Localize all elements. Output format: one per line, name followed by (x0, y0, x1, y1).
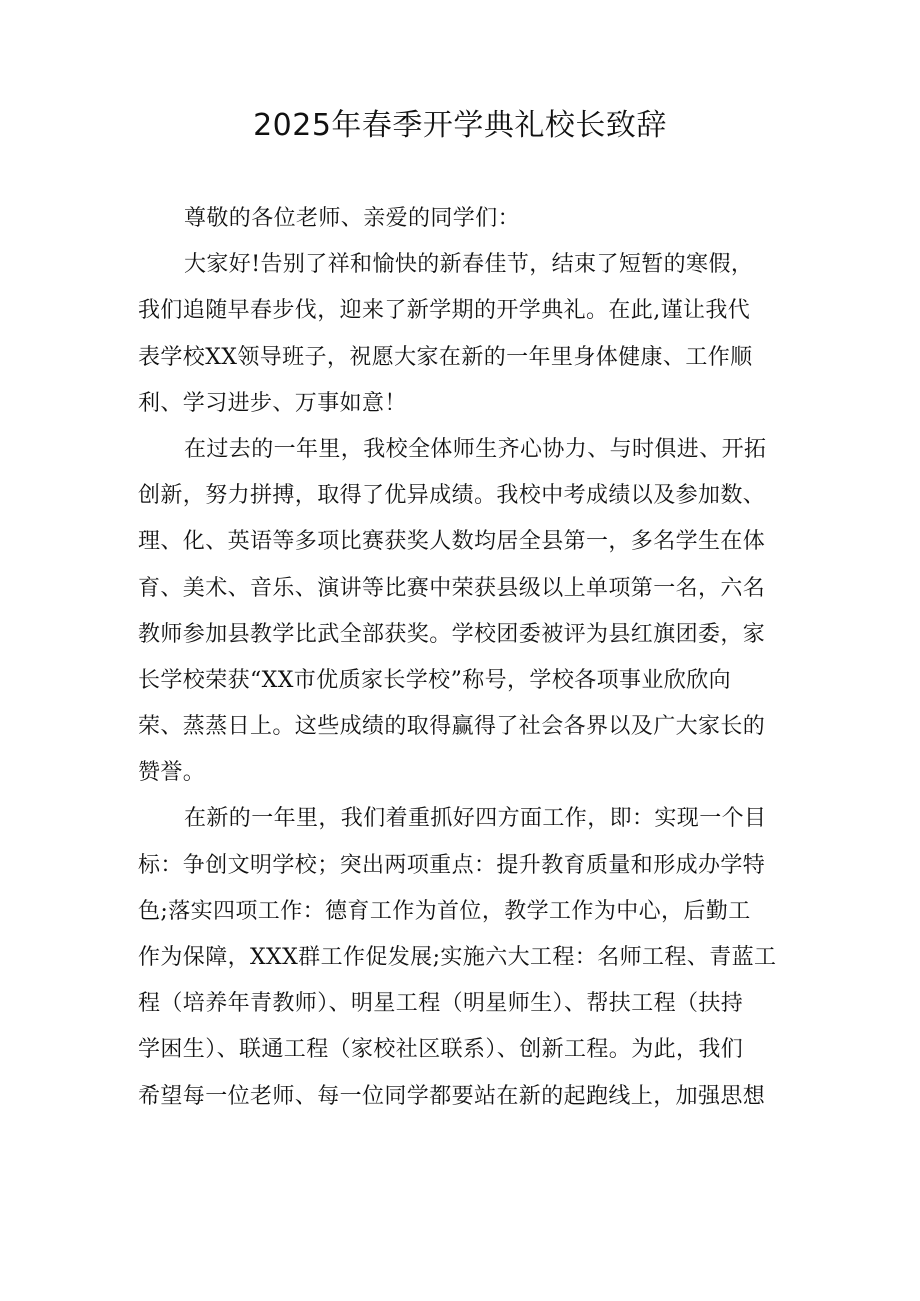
paragraph-achievements (138, 427, 788, 797)
document-body (138, 196, 788, 1120)
paragraph-greeting (138, 242, 788, 427)
text-line: 表学校XX领导班子，祝愿大家在新的一年里身体健康、工作顺 (138, 344, 753, 370)
document-title: 2025年春季开学典礼校长致辞 (253, 108, 667, 143)
text-line: 尊敬的各位老师、亲爱的同学们： (184, 206, 521, 231)
text-line: 长学校荣获“XX市优质家长学校”称号，学校各项事业欣欣向 (138, 667, 732, 693)
text-line: 在新的一年里，我们着重抓好四方面工作，即：实现一个目 (184, 806, 767, 832)
text-line: 作为保障，XXX群工作促发展;实施六大工程：名师工程、青蓝工 (138, 945, 777, 970)
text-line: 赞誉。 (138, 760, 206, 786)
text-line: 希望每一位老师、每一位同学都要站在新的起跑线上，加强思想 (138, 1083, 766, 1109)
text-line: 在过去的一年里，我校全体师生齐心协力、与时俱进、开拓 (184, 436, 767, 462)
text-line: 标：争创文明学校；突出两项重点：提升教育质量和形成办学特 (138, 852, 766, 878)
text-line: 我们追随早春步伐，迎来了新学期的开学典礼。在此,谨让我代 (138, 298, 751, 324)
text-line: 创新，努力拼搏，取得了优异成绩。我校中考成绩以及参加数、 (138, 483, 766, 509)
text-line: 教师参加县教学比武全部获奖。学校团委被评为县红旗团委，家 (138, 621, 766, 647)
text-line: 利、学习进步、万事如意！ (138, 390, 407, 416)
text-line: 育、美术、音乐、演讲等比赛中荣获县级以上单项第一名，六名 (138, 575, 766, 601)
text-line: 程（培养年青教师）、明星工程（明星师生）、帮扶工程（扶持 (138, 991, 744, 1017)
paragraph-plans (138, 796, 788, 1119)
text-line: 学困生）、联通工程（家校社区联系）、创新工程。为此，我们 (138, 1037, 744, 1063)
text-line: 荣、蒸蒸日上。这些成绩的取得赢得了社会各界以及广大家长的 (138, 714, 766, 740)
text-line: 色;落实四项工作：德育工作为首位，教学工作为中心，后勤工 (138, 898, 751, 924)
text-line: 理、化、英语等多项比赛获奖人数均居全县第一，多名学生在体 (138, 529, 766, 555)
text-line: 大家好!告别了祥和愉快的新春佳节，结束了短暂的寒假， (184, 252, 754, 278)
paragraph-salutation (138, 196, 788, 242)
